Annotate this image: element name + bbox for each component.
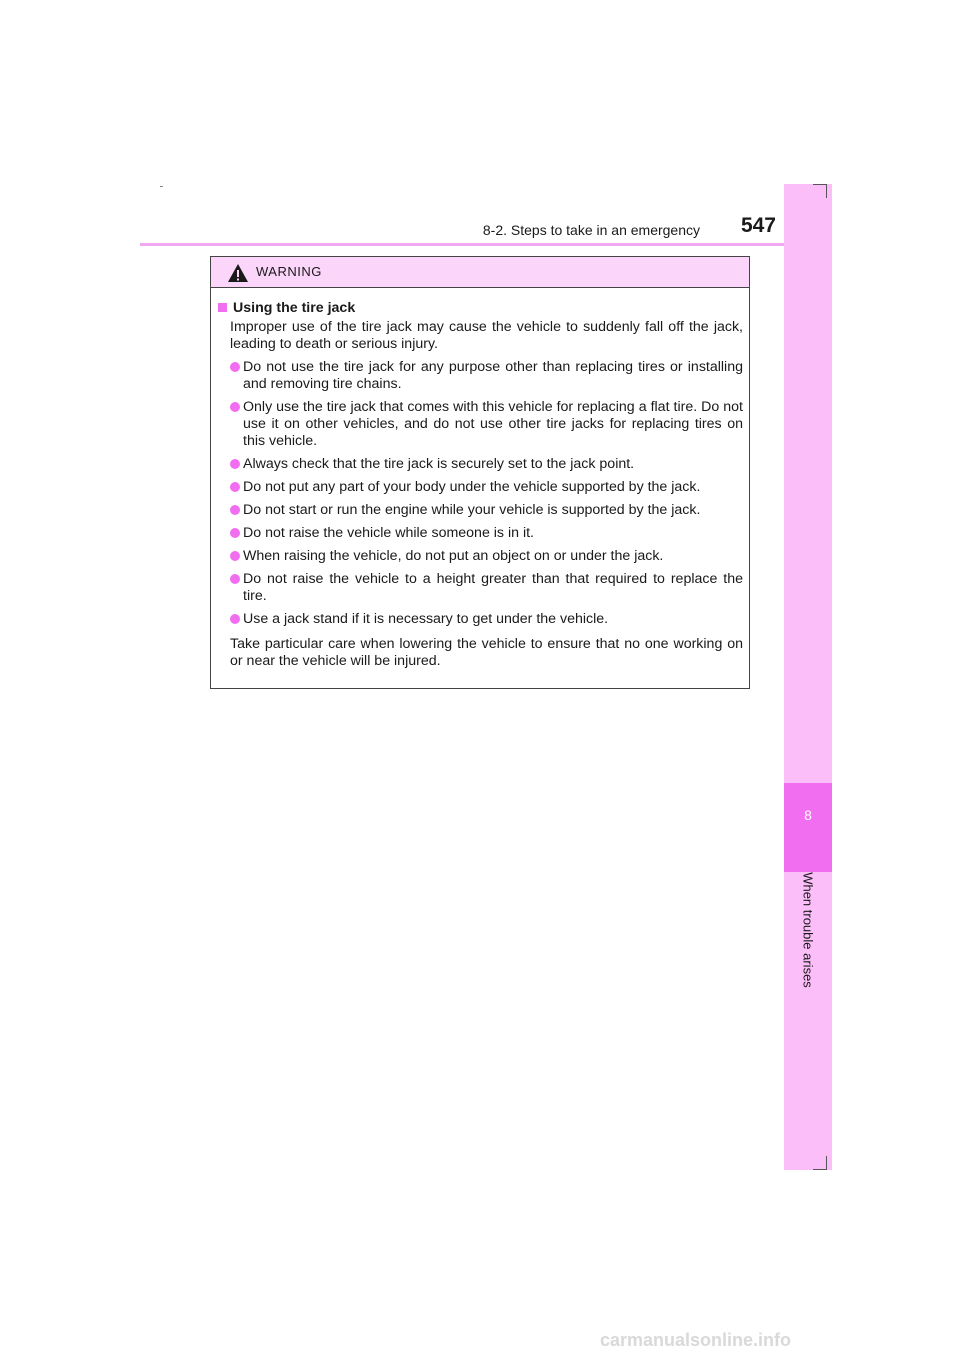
crop-mark [813,1169,827,1170]
list-item [217,611,743,628]
list-item [217,399,743,450]
circle-bullet-icon [230,482,240,492]
chapter-side-tab [784,184,832,1170]
circle-bullet-icon [230,551,240,561]
list-item [217,359,743,393]
page-header [140,212,776,242]
list-item [217,456,743,473]
bullet-text: When raising the vehicle, do not put an object on or under the jack. [243,548,664,564]
warning-box [210,256,750,689]
circle-bullet-icon [230,362,240,372]
bullet-text: Do not put any part of your body under the vehicle supported by the jack. [243,479,701,495]
chapter-number-box [784,783,832,872]
warning-intro: Improper use of the tire jack may cause the vehicle to suddenly fall off the jack, leading to death or serious injury. [230,319,743,352]
page-number: 547 [740,214,776,237]
bullet-text: Do not use the tire jack for any purpose other than replacing tires or installing and removing tire chains. [243,359,743,392]
section-title-text: Using the tire jack [233,300,356,316]
warning-body [211,288,749,670]
circle-bullet-icon [230,402,240,412]
bullet-text: Do not raise the vehicle while someone is in it. [243,525,534,541]
circle-bullet-icon [230,614,240,624]
header-rule [140,243,832,246]
crop-tick [160,186,163,187]
section-title: 8-2. Steps to take in an emergency [482,222,700,238]
bullet-text: Do not raise the vehicle to a height greater than that required to replace the tire. [243,571,743,604]
crop-mark [826,1156,827,1170]
list-item [217,548,743,565]
bullet-text: Always check that the tire jack is securely set to the jack point. [243,456,635,472]
bullet-text: Only use the tire jack that comes with this vehicle for replacing a flat tire. Do not use it on other vehicles, and do not use other tire jacks for replacing tires on this vehicle. [243,399,743,449]
watermark-link[interactable]: carmanualsonline.info [600,1330,792,1350]
list-item [217,525,743,542]
warning-closing: Take particular care when lowering the vehicle to ensure that no one working on or near the vehicle will be injured. [230,636,743,669]
circle-bullet-icon [230,459,240,469]
bullet-text: Do not start or run the engine while your vehicle is supported by the jack. [243,502,701,518]
bullet-text: Use a jack stand if it is necessary to get under the vehicle. [243,611,609,627]
list-item [217,479,743,496]
warning-bullet-list [217,359,743,628]
crop-mark [826,184,827,198]
chapter-title: When trouble arises [800,872,816,988]
warning-section-title [217,300,743,317]
warning-triangle-icon [227,263,249,283]
crop-mark [813,184,827,185]
chapter-number: 8 [804,807,812,823]
list-item [217,571,743,605]
square-bullet-icon [218,303,227,312]
circle-bullet-icon [230,574,240,584]
circle-bullet-icon [230,528,240,538]
warning-header [211,257,749,288]
list-item [217,502,743,519]
circle-bullet-icon [230,505,240,515]
warning-label: WARNING [256,264,322,279]
